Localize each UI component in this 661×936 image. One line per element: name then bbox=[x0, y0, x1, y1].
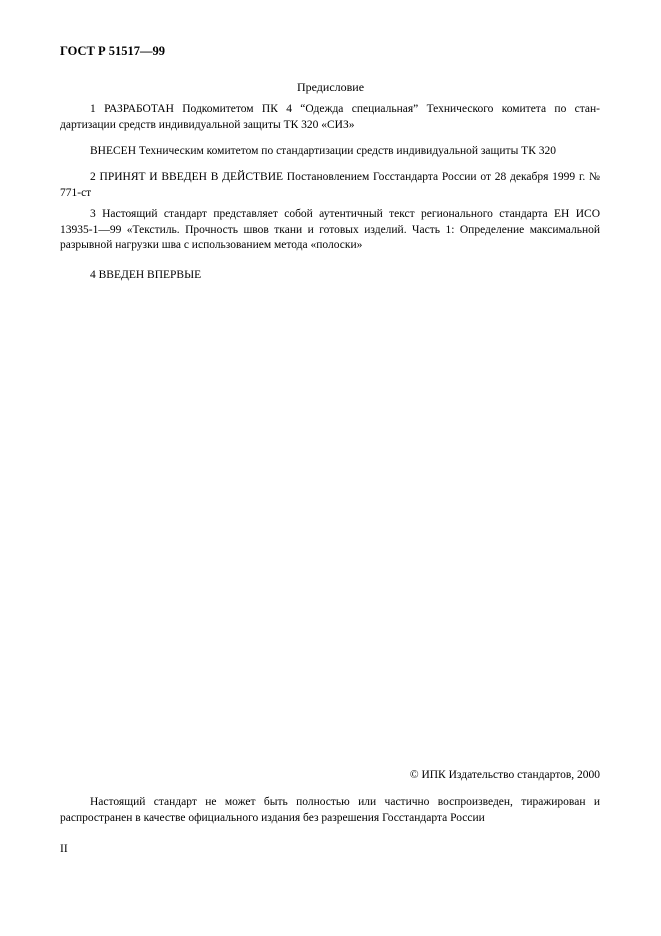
page-number: II bbox=[60, 843, 68, 855]
copyright-line: © ИПК Издательство стандартов, 2000 bbox=[409, 769, 600, 781]
paragraph-authentic-text: 3 Настоящий стандарт представляет собой аутентичный текст регионального стандарта ЕН ИСО 13935-1—99 «Текстиль. Прочность швов ткани и готовых изделий. Часть 1: Определение максимальной разрывной нагрузки шва с использованием метода «полоски» bbox=[60, 208, 600, 251]
document-code: ГОСТ Р 51517—99 bbox=[60, 44, 166, 58]
paragraph-adopted: 2 ПРИНЯТ И ВВЕДЕН В ДЕЙСТВИЕ Постановлением Госстандарта России от 28 декабря 1999 г. № 771-ст bbox=[60, 171, 600, 199]
reproduction-notice: Настоящий стандарт не может быть полностью или частично воспроизведен, тиражирован и распространен в качестве официального издания без разрешения Госстандарта России bbox=[60, 796, 600, 824]
paragraph-introduced-by: ВНЕСЕН Техническим комитетом по стандартизации средств индивидуальной защиты ТК 320 bbox=[90, 145, 556, 157]
section-title: Предисловие bbox=[296, 80, 365, 94]
paragraph-first-introduced: 4 ВВЕДЕН ВПЕРВЫЕ bbox=[90, 269, 202, 281]
paragraph-developed-by: 1 РАЗРАБОТАН Подкомитетом ПК 4 “Одежда специальная” Технического комитета по стан-дартизации средств индивидуальной защиты ТК 320 «СИЗ» bbox=[60, 103, 600, 131]
